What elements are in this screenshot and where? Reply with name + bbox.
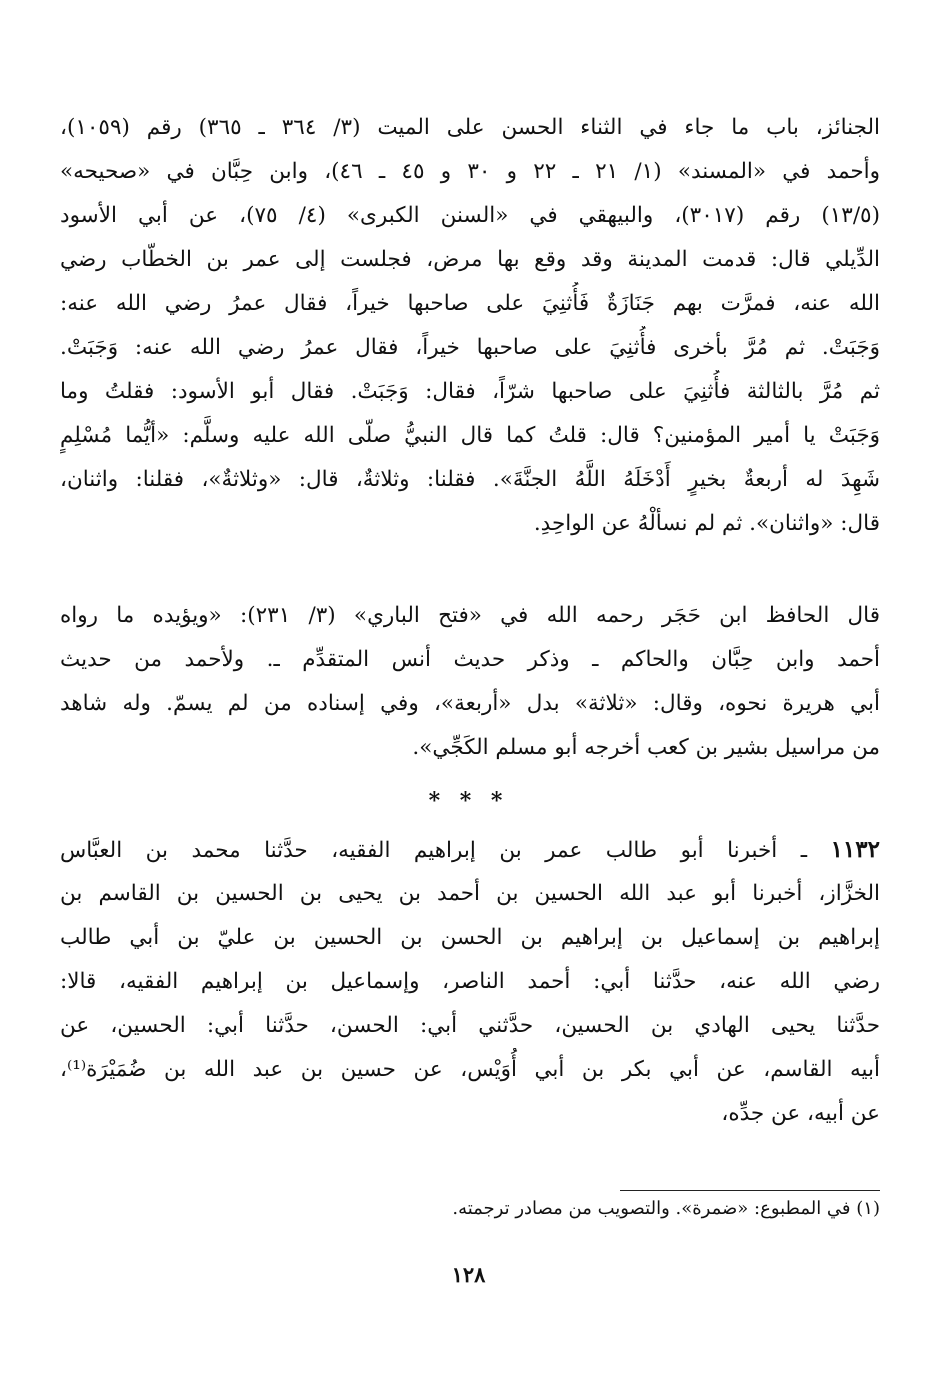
footnote: (١) في المطبوع: «ضمرة». والتصويب من مصادر ترجمته. [452, 1198, 880, 1219]
text-line: وَجَبَتْ يا أمير المؤمنين؟ قال: قلتُ كما قال النبيُّ صلّى الله عليه وسلَّم: «أيُّما مُسْلِمٍ [60, 423, 880, 448]
text-line: الجنائز، باب ما جاء في الثناء الحسن على الميت (٣/ ٣٦٤ ـ ٣٦٥) رقم (١٠٥٩)، [60, 115, 880, 140]
hadith-number: ١١٣٢ [830, 836, 880, 863]
text-line: رضي الله عنه، حدَّثنا أبي: أحمد الناصر، وإسماعيل بن إبراهيم الفقيه، قالا: [60, 969, 880, 994]
text-line: وَجَبَتْ. ثم مُرَّ بأخرى فأُثنِيَ على صاحبها خيراً، فقال عمرُ رضي الله عنه: وَجَبَتْ. [60, 335, 880, 360]
paragraph-hadith-isnad [60, 828, 880, 1136]
text-line: (١٣/٥) رقم (٣٠١٧)، والبيهقي في «السنن الكبرى» (٤/ ٧٥)، عن أبي الأسود [60, 203, 880, 228]
text-line: ـ أخبرنا أبو طالب عمر بن إبراهيم الفقيه، حدَّثنا محمد بن العبَّاس [60, 838, 808, 863]
text-line: الدِّيلي قال: قدمت المدينة وقد وقع بها مرض، فجلست إلى عمر بن الخطّاب رضي [60, 247, 880, 272]
text-line: أبيه القاسم، عن أبي بكر بن أبي أُوَيْس، عن حسين بن عبد الله بن ضُمَيْرَة⁽¹⁾، [60, 1057, 880, 1082]
text-line: عن أبيه، عن جدِّه، [721, 1101, 880, 1126]
text-line: شَهِدَ له أربعةٌ بخيرٍ أَدْخَلَهُ اللَّهُ الجنَّةَ». فقلنا: وثلاثةٌ، قال: «وثلاثةٌ»، فقلنا: واثنان، [60, 467, 880, 492]
paragraph-ibn-hajar-quote [60, 594, 880, 770]
text-line: أبي هريرة نحوه، وقال: «ثلاثة» بدل «أربعة»، وفي إسناده من لم يسمّ. وله شاهد [60, 691, 880, 716]
paragraph-takhrij [60, 106, 880, 546]
text-line: من مراسيل بشير بن كعب أخرجه أبو مسلم الكَجِّي». [412, 735, 880, 760]
text-line: قال الحافظ ابن حَجَر رحمه الله في «فتح الباري» (٣/ ٢٣١): «ويؤيده ما رواه [60, 603, 880, 628]
text-line: قال: «واثنان». ثم لم نسألْهُ عن الواحِدِ. [533, 511, 880, 536]
text-line: حدَّثنا يحيى الهادي بن الحسين، حدَّثني أبي: الحسن، حدَّثنا أبي: الحسين، عن [60, 1013, 880, 1038]
section-separator: * * * [428, 788, 509, 814]
footnote-divider [620, 1190, 880, 1191]
text-line: ثم مُرَّ بالثالثة فأُثنِيَ على صاحبها شرّاً، فقال: وَجَبَتْ. فقال أبو الأسود: فقلتُ وما [60, 379, 880, 404]
text-line: أحمد وابن حِبَّان والحاكم ـ وذكر حديث أنس المتقدِّم ـ. ولأحمد من حديث [60, 647, 880, 672]
text-line: الله عنه، فمرَّت بهم جَنَازَةٌ فَأُثنِيَ على صاحبها خيراً، فقال عمرُ رضي الله عنه: [60, 291, 880, 316]
hadith-first-line [60, 828, 880, 872]
text-line: إبراهيم بن إسماعيل بن إبراهيم بن الحسن بن الحسين بن عليّ بن أبي طالب [60, 925, 880, 950]
page-number: ١٢٨ [451, 1262, 486, 1287]
text-line: وأحمد في «المسند» (١/ ٢١ ـ ٢٢ و ٣٠ و ٤٥ ـ ٤٦)، وابن حِبَّان في «صحيحه» [60, 159, 880, 184]
text-line: الخزَّاز، أخبرنا أبو عبد الله الحسين بن أحمد بن يحيى بن الحسين بن القاسم بن [60, 881, 880, 906]
